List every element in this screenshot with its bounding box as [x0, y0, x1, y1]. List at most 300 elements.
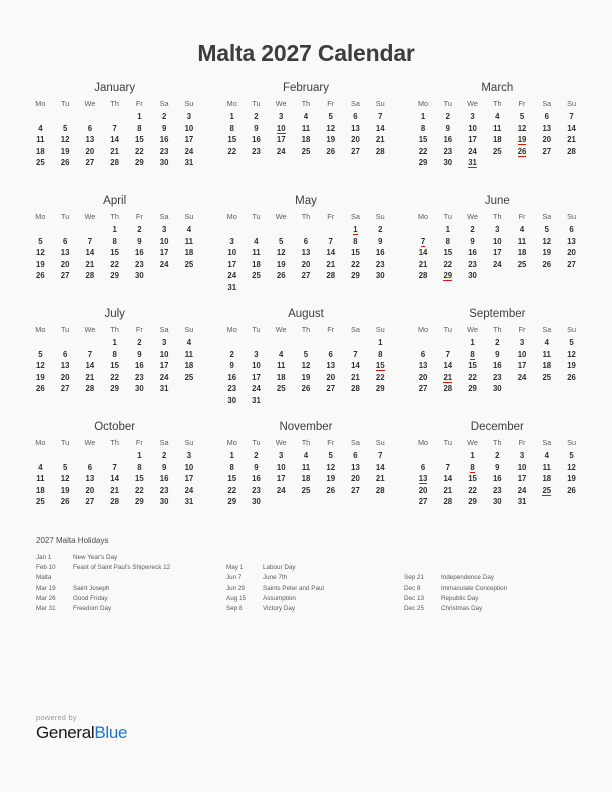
day-cell[interactable]: 7 — [569, 112, 574, 121]
day-cell[interactable]: 26 — [326, 485, 336, 495]
day-cell-holiday[interactable]: 7 — [420, 236, 426, 246]
day-cell[interactable]: 3 — [186, 112, 192, 121]
day-cell[interactable]: 7 — [87, 236, 93, 246]
day-cell[interactable]: 10 — [159, 236, 169, 246]
day-cell[interactable]: 14 — [443, 361, 453, 371]
day-cell[interactable]: 26 — [60, 158, 70, 168]
day-cell[interactable]: 5 — [328, 112, 333, 121]
day-cell[interactable]: 27 — [418, 384, 428, 394]
day-cell[interactable]: 31 — [252, 395, 261, 405]
day-cell-holiday[interactable]: 19 — [517, 135, 527, 145]
day-cell[interactable]: 20 — [418, 485, 428, 495]
day-cell[interactable]: 7 — [445, 349, 450, 359]
day-cell[interactable]: 29 — [468, 384, 477, 394]
day-cell-holiday[interactable]: 31 — [468, 158, 477, 168]
day-cell[interactable]: 28 — [567, 146, 576, 156]
day-cell[interactable]: 12 — [517, 123, 527, 133]
day-cell[interactable]: 17 — [276, 474, 286, 484]
day-cell[interactable]: 15 — [468, 361, 477, 371]
day-cell[interactable]: 14 — [418, 248, 428, 258]
day-cell[interactable]: 25 — [184, 372, 194, 382]
day-cell[interactable]: 19 — [276, 259, 286, 269]
day-cell[interactable]: 27 — [351, 146, 360, 156]
day-cell[interactable]: 4 — [519, 225, 525, 234]
day-cell[interactable]: 10 — [492, 236, 502, 246]
day-cell[interactable]: 26 — [567, 372, 576, 382]
day-cell[interactable]: 29 — [351, 271, 360, 281]
day-cell[interactable]: 28 — [351, 384, 360, 394]
day-cell[interactable]: 6 — [420, 462, 426, 472]
day-cell[interactable]: 11 — [517, 236, 527, 246]
day-cell[interactable]: 24 — [252, 384, 261, 394]
day-cell[interactable]: 10 — [468, 123, 477, 133]
day-cell[interactable]: 8 — [112, 349, 117, 359]
day-cell[interactable]: 22 — [110, 259, 119, 269]
day-cell[interactable]: 7 — [378, 112, 383, 121]
day-cell[interactable]: 27 — [542, 146, 552, 156]
day-cell[interactable]: 15 — [227, 474, 237, 484]
day-cell[interactable]: 13 — [60, 361, 70, 371]
day-cell[interactable]: 13 — [85, 135, 95, 145]
day-cell[interactable]: 13 — [567, 236, 576, 246]
day-cell[interactable]: 25 — [517, 259, 527, 269]
day-cell[interactable]: 7 — [445, 462, 450, 472]
day-cell[interactable]: 22 — [351, 259, 360, 269]
day-cell[interactable]: 31 — [517, 497, 527, 507]
day-cell[interactable]: 21 — [351, 372, 360, 382]
day-cell[interactable]: 10 — [184, 123, 194, 133]
day-cell[interactable]: 25 — [301, 485, 311, 495]
day-cell[interactable]: 10 — [184, 462, 194, 472]
day-cell[interactable]: 19 — [542, 248, 552, 258]
day-cell[interactable]: 4 — [186, 225, 192, 234]
day-cell[interactable]: 22 — [135, 146, 144, 156]
day-cell[interactable]: 19 — [36, 259, 45, 269]
day-cell[interactable]: 18 — [252, 259, 261, 269]
day-cell[interactable]: 16 — [135, 361, 144, 371]
day-cell[interactable]: 26 — [36, 384, 45, 394]
day-cell[interactable]: 15 — [468, 474, 477, 484]
day-cell[interactable]: 8 — [353, 236, 358, 246]
day-cell[interactable]: 1 — [420, 112, 426, 121]
day-cell-holiday[interactable]: 29 — [443, 271, 453, 281]
day-cell[interactable]: 7 — [378, 451, 383, 460]
day-cell[interactable]: 20 — [326, 372, 336, 382]
day-cell[interactable]: 14 — [326, 248, 336, 258]
day-cell[interactable]: 12 — [567, 462, 576, 472]
day-cell[interactable]: 23 — [492, 372, 502, 382]
day-cell[interactable]: 21 — [418, 259, 428, 269]
day-cell[interactable]: 24 — [517, 372, 527, 382]
day-cell[interactable]: 27 — [60, 271, 70, 281]
day-cell[interactable]: 28 — [110, 497, 119, 507]
day-cell[interactable]: 6 — [303, 236, 309, 246]
day-cell[interactable]: 16 — [252, 135, 261, 145]
day-cell[interactable]: 6 — [62, 349, 68, 359]
day-cell[interactable]: 18 — [276, 372, 286, 382]
day-cell[interactable]: 13 — [326, 361, 336, 371]
day-cell[interactable]: 3 — [161, 338, 167, 347]
day-cell[interactable]: 24 — [227, 271, 237, 281]
day-cell[interactable]: 15 — [227, 135, 237, 145]
day-cell[interactable]: 30 — [252, 497, 261, 507]
day-cell[interactable]: 5 — [569, 338, 574, 347]
day-cell[interactable]: 8 — [137, 462, 142, 472]
day-cell[interactable]: 28 — [110, 158, 119, 168]
day-cell[interactable]: 30 — [227, 395, 237, 405]
day-cell[interactable]: 16 — [492, 361, 502, 371]
day-cell[interactable]: 10 — [252, 361, 261, 371]
day-cell[interactable]: 9 — [495, 349, 500, 359]
day-cell[interactable]: 30 — [135, 384, 144, 394]
day-cell[interactable]: 18 — [36, 146, 45, 156]
day-cell[interactable]: 23 — [468, 259, 477, 269]
day-cell-holiday[interactable]: 25 — [542, 485, 552, 495]
day-cell[interactable]: 31 — [184, 497, 194, 507]
day-cell[interactable]: 3 — [470, 112, 475, 121]
day-cell[interactable]: 8 — [229, 462, 234, 472]
day-cell[interactable]: 22 — [227, 146, 237, 156]
day-cell[interactable]: 1 — [137, 451, 142, 460]
day-cell[interactable]: 6 — [420, 349, 426, 359]
day-cell[interactable]: 20 — [60, 259, 70, 269]
day-cell[interactable]: 12 — [36, 361, 45, 371]
day-cell[interactable]: 1 — [378, 338, 383, 347]
day-cell[interactable]: 3 — [279, 112, 284, 121]
day-cell[interactable]: 26 — [301, 384, 311, 394]
day-cell[interactable]: 14 — [375, 462, 385, 472]
day-cell[interactable]: 4 — [186, 338, 192, 347]
day-cell[interactable]: 24 — [184, 146, 194, 156]
day-cell[interactable]: 9 — [470, 236, 475, 246]
day-cell-holiday[interactable]: 13 — [418, 474, 428, 484]
day-cell[interactable]: 5 — [569, 451, 574, 460]
day-cell[interactable]: 11 — [36, 135, 45, 145]
day-cell[interactable]: 6 — [328, 349, 333, 359]
day-cell[interactable]: 14 — [85, 248, 95, 258]
day-cell[interactable]: 21 — [85, 259, 95, 269]
day-cell[interactable]: 4 — [38, 123, 43, 133]
day-cell[interactable]: 14 — [443, 474, 453, 484]
day-cell[interactable]: 23 — [159, 485, 169, 495]
day-cell[interactable]: 14 — [375, 123, 385, 133]
day-cell[interactable]: 20 — [301, 259, 311, 269]
day-cell[interactable]: 2 — [470, 225, 475, 234]
day-cell[interactable]: 16 — [159, 474, 169, 484]
day-cell[interactable]: 22 — [375, 372, 385, 382]
day-cell-holiday[interactable]: 15 — [375, 361, 385, 371]
day-cell[interactable]: 29 — [135, 158, 144, 168]
day-cell[interactable]: 10 — [517, 349, 527, 359]
day-cell[interactable]: 13 — [351, 123, 360, 133]
day-cell[interactable]: 6 — [353, 112, 358, 121]
day-cell[interactable]: 18 — [301, 474, 311, 484]
day-cell[interactable]: 2 — [137, 225, 142, 234]
day-cell[interactable]: 29 — [375, 384, 385, 394]
day-cell[interactable]: 1 — [112, 338, 117, 347]
day-cell[interactable]: 12 — [60, 135, 70, 145]
day-cell[interactable]: 20 — [351, 135, 360, 145]
day-cell[interactable]: 6 — [353, 451, 358, 460]
day-cell[interactable]: 24 — [276, 485, 286, 495]
day-cell[interactable]: 3 — [279, 451, 284, 460]
day-cell[interactable]: 18 — [301, 135, 311, 145]
day-cell[interactable]: 3 — [519, 338, 525, 347]
day-cell[interactable]: 29 — [110, 271, 119, 281]
day-cell[interactable]: 13 — [418, 361, 428, 371]
day-cell[interactable]: 11 — [277, 361, 286, 371]
day-cell[interactable]: 2 — [137, 338, 142, 347]
day-cell[interactable]: 19 — [60, 485, 70, 495]
day-cell[interactable]: 11 — [184, 236, 194, 246]
day-cell[interactable]: 2 — [254, 112, 259, 121]
day-cell[interactable]: 21 — [443, 485, 453, 495]
day-cell[interactable]: 14 — [567, 123, 576, 133]
day-cell[interactable]: 3 — [229, 236, 234, 246]
day-cell[interactable]: 9 — [137, 236, 142, 246]
day-cell[interactable]: 22 — [468, 485, 477, 495]
day-cell[interactable]: 11 — [252, 248, 261, 258]
day-cell[interactable]: 22 — [418, 146, 428, 156]
day-cell[interactable]: 24 — [468, 146, 477, 156]
day-cell[interactable]: 4 — [544, 451, 549, 460]
day-cell-holiday[interactable]: 1 — [353, 225, 358, 234]
day-cell[interactable]: 9 — [254, 462, 259, 472]
day-cell[interactable]: 8 — [445, 236, 450, 246]
day-cell[interactable]: 24 — [184, 485, 194, 495]
day-cell[interactable]: 7 — [353, 349, 358, 359]
day-cell[interactable]: 24 — [492, 259, 502, 269]
day-cell[interactable]: 18 — [492, 135, 502, 145]
day-cell[interactable]: 19 — [36, 372, 45, 382]
day-cell[interactable]: 29 — [135, 497, 144, 507]
day-cell[interactable]: 11 — [542, 462, 551, 472]
day-cell[interactable]: 9 — [254, 123, 259, 133]
day-cell[interactable]: 15 — [135, 135, 144, 145]
day-cell[interactable]: 7 — [112, 123, 117, 133]
day-cell[interactable]: 5 — [62, 123, 68, 133]
day-cell[interactable]: 16 — [135, 248, 144, 258]
day-cell[interactable]: 23 — [492, 485, 502, 495]
day-cell[interactable]: 15 — [351, 248, 360, 258]
day-cell[interactable]: 25 — [276, 384, 286, 394]
day-cell[interactable]: 11 — [301, 462, 311, 472]
day-cell[interactable]: 16 — [227, 372, 237, 382]
day-cell[interactable]: 29 — [418, 158, 428, 168]
day-cell[interactable]: 24 — [159, 259, 169, 269]
day-cell[interactable]: 21 — [375, 135, 385, 145]
day-cell[interactable]: 11 — [542, 349, 551, 359]
day-cell[interactable]: 29 — [110, 384, 119, 394]
day-cell[interactable]: 26 — [542, 259, 552, 269]
day-cell[interactable]: 23 — [443, 146, 453, 156]
day-cell[interactable]: 17 — [517, 474, 527, 484]
day-cell[interactable]: 3 — [186, 451, 192, 460]
day-cell[interactable]: 12 — [326, 462, 336, 472]
day-cell[interactable]: 30 — [159, 497, 169, 507]
day-cell[interactable]: 7 — [87, 349, 93, 359]
day-cell[interactable]: 5 — [519, 112, 525, 121]
day-cell[interactable]: 26 — [567, 485, 576, 495]
day-cell[interactable]: 6 — [62, 236, 68, 246]
day-cell[interactable]: 2 — [254, 451, 259, 460]
day-cell[interactable]: 14 — [85, 361, 95, 371]
day-cell[interactable]: 25 — [252, 271, 261, 281]
day-cell[interactable]: 9 — [161, 462, 167, 472]
day-cell-holiday[interactable]: 10 — [276, 123, 286, 133]
day-cell[interactable]: 18 — [36, 485, 45, 495]
day-cell[interactable]: 31 — [227, 282, 237, 292]
day-cell[interactable]: 27 — [85, 158, 95, 168]
day-cell[interactable]: 8 — [229, 123, 234, 133]
day-cell[interactable]: 5 — [279, 236, 284, 246]
day-cell[interactable]: 2 — [495, 338, 500, 347]
day-cell[interactable]: 5 — [303, 349, 309, 359]
day-cell[interactable]: 13 — [542, 123, 552, 133]
day-cell[interactable]: 22 — [227, 485, 237, 495]
day-cell[interactable]: 15 — [135, 474, 144, 484]
day-cell[interactable]: 10 — [159, 349, 169, 359]
day-cell[interactable]: 14 — [351, 361, 360, 371]
day-cell[interactable]: 1 — [470, 451, 475, 460]
day-cell[interactable]: 2 — [161, 451, 167, 460]
day-cell[interactable]: 19 — [326, 474, 336, 484]
day-cell[interactable]: 14 — [110, 474, 119, 484]
day-cell-holiday[interactable]: 8 — [470, 349, 475, 359]
day-cell[interactable]: 12 — [326, 123, 336, 133]
day-cell[interactable]: 16 — [468, 248, 477, 258]
day-cell[interactable]: 11 — [493, 123, 502, 133]
day-cell[interactable]: 19 — [567, 474, 576, 484]
day-cell[interactable]: 1 — [445, 225, 450, 234]
day-cell[interactable]: 1 — [112, 225, 117, 234]
day-cell[interactable]: 3 — [254, 349, 259, 359]
day-cell[interactable]: 30 — [135, 271, 144, 281]
day-cell[interactable]: 28 — [85, 384, 95, 394]
day-cell[interactable]: 27 — [326, 384, 336, 394]
day-cell[interactable]: 17 — [159, 248, 169, 258]
day-cell[interactable]: 25 — [36, 497, 45, 507]
day-cell[interactable]: 1 — [229, 451, 234, 460]
day-cell[interactable]: 14 — [110, 135, 119, 145]
day-cell[interactable]: 16 — [159, 135, 169, 145]
day-cell[interactable]: 5 — [38, 236, 43, 246]
day-cell[interactable]: 18 — [542, 361, 552, 371]
day-cell[interactable]: 9 — [495, 462, 500, 472]
day-cell[interactable]: 11 — [36, 474, 45, 484]
day-cell[interactable]: 4 — [303, 112, 309, 121]
day-cell[interactable]: 23 — [375, 259, 385, 269]
day-cell[interactable]: 27 — [85, 497, 95, 507]
day-cell[interactable]: 2 — [161, 112, 167, 121]
day-cell[interactable]: 16 — [375, 248, 385, 258]
day-cell[interactable]: 2 — [229, 349, 234, 359]
day-cell[interactable]: 13 — [85, 474, 95, 484]
day-cell[interactable]: 2 — [445, 112, 450, 121]
day-cell[interactable]: 27 — [301, 271, 311, 281]
day-cell[interactable]: 29 — [468, 497, 477, 507]
day-cell[interactable]: 23 — [159, 146, 169, 156]
day-cell[interactable]: 4 — [544, 338, 549, 347]
day-cell[interactable]: 12 — [301, 361, 311, 371]
day-cell[interactable]: 13 — [351, 462, 360, 472]
day-cell[interactable]: 17 — [492, 248, 502, 258]
day-cell[interactable]: 30 — [468, 271, 477, 281]
day-cell[interactable]: 28 — [443, 384, 453, 394]
day-cell[interactable]: 12 — [60, 474, 70, 484]
day-cell[interactable]: 23 — [252, 146, 261, 156]
day-cell[interactable]: 25 — [301, 146, 311, 156]
day-cell[interactable]: 12 — [567, 349, 576, 359]
day-cell[interactable]: 8 — [420, 123, 426, 133]
day-cell[interactable]: 28 — [85, 271, 95, 281]
day-cell[interactable]: 11 — [301, 123, 311, 133]
day-cell[interactable]: 26 — [326, 146, 336, 156]
day-cell[interactable]: 7 — [328, 236, 333, 246]
day-cell[interactable]: 17 — [159, 361, 169, 371]
day-cell[interactable]: 3 — [519, 451, 525, 460]
day-cell[interactable]: 20 — [85, 146, 95, 156]
day-cell[interactable]: 31 — [184, 158, 194, 168]
day-cell[interactable]: 25 — [36, 158, 45, 168]
day-cell[interactable]: 19 — [301, 372, 311, 382]
day-cell[interactable]: 21 — [85, 372, 95, 382]
day-cell[interactable]: 19 — [60, 146, 70, 156]
day-cell[interactable]: 5 — [62, 462, 68, 472]
day-cell[interactable]: 7 — [112, 462, 117, 472]
day-cell[interactable]: 23 — [135, 372, 144, 382]
day-cell[interactable]: 25 — [542, 372, 552, 382]
day-cell[interactable]: 5 — [328, 451, 333, 460]
day-cell[interactable]: 30 — [492, 384, 502, 394]
day-cell[interactable]: 15 — [110, 361, 119, 371]
day-cell[interactable]: 28 — [375, 485, 385, 495]
day-cell[interactable]: 17 — [227, 259, 237, 269]
day-cell[interactable]: 28 — [418, 271, 428, 281]
day-cell[interactable]: 12 — [276, 248, 286, 258]
day-cell-holiday[interactable]: 8 — [470, 462, 475, 472]
day-cell[interactable]: 5 — [544, 225, 549, 234]
day-cell[interactable]: 22 — [443, 259, 453, 269]
day-cell[interactable]: 18 — [184, 248, 194, 258]
day-cell[interactable]: 6 — [87, 123, 93, 133]
day-cell[interactable]: 12 — [36, 248, 45, 258]
day-cell[interactable]: 3 — [495, 225, 500, 234]
day-cell[interactable]: 12 — [542, 236, 552, 246]
day-cell[interactable]: 17 — [184, 135, 194, 145]
day-cell[interactable]: 6 — [569, 225, 574, 234]
day-cell[interactable]: 10 — [276, 462, 286, 472]
day-cell[interactable]: 13 — [301, 248, 311, 258]
day-cell[interactable]: 11 — [184, 349, 194, 359]
day-cell[interactable]: 18 — [542, 474, 552, 484]
day-cell[interactable]: 24 — [159, 372, 169, 382]
day-cell[interactable]: 26 — [60, 497, 70, 507]
day-cell[interactable]: 9 — [229, 361, 234, 371]
day-cell[interactable]: 8 — [378, 349, 383, 359]
day-cell[interactable]: 10 — [227, 248, 237, 258]
day-cell[interactable]: 27 — [351, 485, 360, 495]
day-cell[interactable]: 1 — [470, 338, 475, 347]
day-cell[interactable]: 9 — [161, 123, 167, 133]
day-cell[interactable]: 23 — [227, 384, 237, 394]
day-cell-holiday[interactable]: 1 — [137, 112, 142, 121]
day-cell[interactable]: 28 — [326, 271, 336, 281]
day-cell[interactable]: 3 — [161, 225, 167, 234]
day-cell[interactable]: 4 — [38, 462, 43, 472]
day-cell[interactable]: 27 — [418, 497, 428, 507]
day-cell[interactable]: 19 — [567, 361, 576, 371]
